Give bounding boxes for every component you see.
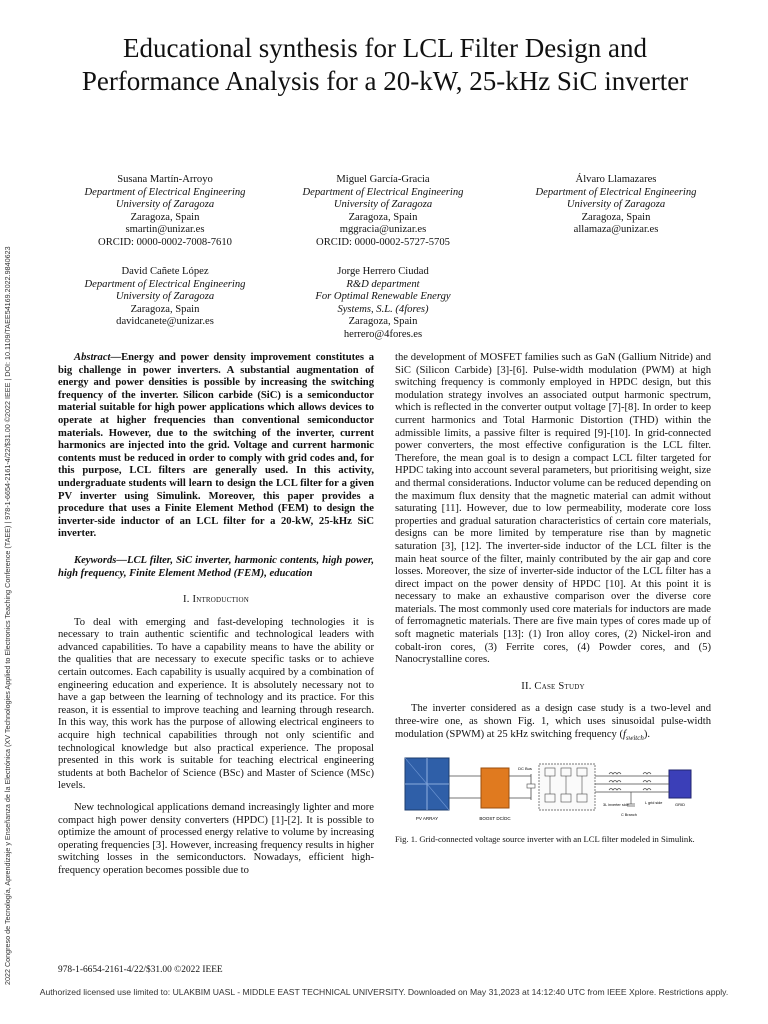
side-banner-text: 2022 Congreso de Tecnología, Aprendizaje y Enseñanza de la Electrónica (XV Technologies Applied to Electronics Teaching Conference (TAEE) | 978-1-6654-2161-4/22/$31.00 ©2022 IEEE | DOI: 10.1109/TAEE54169.2022.9840623 [3, 246, 12, 985]
l-grid-side-label: L grid side [645, 801, 663, 806]
paper-title: Educational synthesis for LCL Filter Design and Performance Analysis for a 20-kW, 25-kHz SiC inverter [81, 33, 689, 96]
intro-paragraph-1: To deal with emerging and fast-developing technologies it is necessary to train authentic scientific and technological leaders with advanced capabilities. To have a capability means to have the ability or the qualities that are necessary to execute specific tasks or to achieve certain outcomes. Each capability is usually acquired by a combination of engineering education and experience. It is absolutely necessary not to have a gap between the learning of technology and its practice. For this reason, it is essential to improve teaching and learning through research. In this way, this work has the purpose of allowing electrical engineers to acquire high technical capabilities through not only scientific and technological knowledge but also practical experience. The proposal presented in this work is suitable for teaching electrical engineering students at both Bachelor of Science (BSc) and Master of Science (MSc) levels. [58, 616, 374, 792]
dc-bus-capacitor [527, 784, 535, 788]
author-name: David Cañete López [121, 266, 209, 277]
figure-1-simulink-diagram [403, 754, 703, 826]
author-org: University of Zaragoza [115, 199, 215, 211]
grid-label: GRID [675, 802, 685, 808]
author-org: For Optimal Renewable Energy [315, 291, 451, 303]
author-city: Zaragoza, Spain [130, 211, 200, 223]
author-org: University of Zaragoza [333, 199, 433, 211]
right-column [395, 352, 711, 845]
switch-frequency-symbol: f [623, 728, 626, 740]
simulink-diagram-svg [403, 754, 703, 826]
c-branch-label: C Branch [621, 813, 637, 818]
author-name: Jorge Herrero Ciudad [337, 266, 429, 277]
author-block-2 [268, 174, 498, 250]
license-notice: Authorized licensed use limited to: ULAKBIM UASL - MIDDLE EAST TECHNICAL UNIVERSITY. Downloaded on May 31,2023 at 14:12:40 UTC from IEEE Xplore. Restrictions apply. [39, 987, 729, 997]
grid-block [669, 770, 691, 798]
author-city: Zaragoza, Spain [581, 211, 651, 223]
author-name: Miguel García-Gracia [336, 174, 430, 185]
author-dept: Department of Electrical Engineering [84, 186, 246, 198]
author-city: Zaragoza, Spain [130, 303, 200, 315]
left-column [58, 352, 374, 878]
author-orcid: ORCID: 0000-0002-7008-7610 [98, 236, 232, 248]
author-block-3 [501, 174, 731, 237]
dc-bus-label: DC Bus [518, 766, 532, 772]
author-email: smartin@unizar.es [125, 224, 205, 236]
boost-converter-block [481, 768, 509, 808]
author-block-5 [268, 266, 498, 342]
author-org-2: Systems, S.L. (4fores) [337, 303, 429, 315]
author-dept: Department of Electrical Engineering [302, 186, 464, 198]
case-study-paragraph: The inverter considered as a design case study is a two-level and three-wire one, as shown Fig. 1, which uses sinusoidal pulse-width modulation (SPWM) at 25 kHz switching frequency $(f_{switch})$. [395, 703, 711, 742]
abstract-body: —Energy and power density improvement constitutes a big challenge in power inverters. A substantial augmentation of energy and power densities is possible by increasing the switching frequency of the inverter. Silicon carbide (SiC) is a semiconductor material suitable for high power applications which allows devices to operate at higher frequencies than conventional semiconductor materials. However, due to the switching of the inverter, current harmonics are injected into the grid. Voltage and current harmonic contents must be reduced in order to comply with grid codes and, for this purpose, LCL filters are generally used. In this activity, undergraduate students will learn to design the LCL filter for a given PV inverter using Simulink. Moreover, this paper provides a procedure that uses a Finite Element Method (FEM) to design the inverter-side inductor of an LCL filter for a 20-kW, 25-kHz SiC inverter. [58, 352, 374, 540]
section-heading-case-study: II. Case Study [521, 680, 585, 692]
abstract [58, 352, 374, 541]
author-dept: R&D department [346, 278, 420, 290]
author-email: davidcanete@unizar.es [116, 316, 214, 328]
pv-array-label: PV ARRAY [415, 816, 439, 822]
inverter-side-label: 3L inverter side [603, 803, 629, 808]
inverter-bridge-block [539, 764, 595, 810]
author-name: Susana Martín-Arroyo [117, 174, 213, 185]
figure-1-caption: Fig. 1. Grid-connected voltage source inverter with an LCL filter modeled in Simulink. [395, 834, 695, 845]
copyright-line: 978-1-6654-2161-4/22/$31.00 ©2022 IEEE [58, 965, 223, 975]
author-block-4 [50, 266, 280, 329]
author-org: University of Zaragoza [115, 291, 215, 303]
intro-paragraph-2: New technological applications demand increasingly lighter and more compact high power density converters (HPDC) [1]-[2]. It is possible to optimize the amount of processed energy relative to volume by increasing operating frequencies [3]. However, increasing frequency results in higher switching losses in the semiconductors. Nowadays, efficient high-frequency operation becomes possible due to [58, 802, 374, 876]
wire-pv-boost [449, 776, 481, 798]
author-block-1 [50, 174, 280, 250]
right-paragraph-1: the development of MOSFET families such as GaN (Gallium Nitride) and SiC (Silicon Carbide) [3]-[6]. Pulse-width modulation (PWM) at high switching frequency is commonly employed in HPDC design, but this modulation strategy involves an associated output harmonic spectrum, which is reflected in the converter output voltage [7]-[8]. In order to keep current harmonics and Total Harmonic Distortion (THD) within the admissible limits, a passive filter is required [9]-[10]. In grid-connected power converters, the most effective configuration is the LCL filter. Therefore, the mean goal is to design a compact LCL filter targeted for HPDC taking into account several parameters, but prioritising weight, size and thermal considerations. Inductor volume can be reduced depending on the maximum flux density that the magnetic material can admit without saturating [11]. However, due to low permeability, moderate core loss properties and gradual saturation characteristics of certain core materials, designs can be more limited by temperature rise than by magnetic saturation [3], [12]. The inverter-side inductor of the LCL filter is the main heat source of the filter, mainly contributed by the air gap and core losses. Moreover, the size of inverter-side inductor of the LCL filter has a direct impact on the power density of HPDC [10]. At this point it is necessary to make an exhaustive comparison over the diverse core materials. The most commonly used core materials for inductors are made of ferromagnetic materials. There are five main types of cores made up of soft magnetic materials [13]: (1) Iron alloy cores, (2) Nickel-iron and cobalt-iron cores, (3) Ferrite cores, (4) Powder cores, and (5) Nanocrystalline cores. [395, 352, 711, 666]
section-heading-introduction: I. Introduction [183, 594, 249, 606]
abstract-lead: Abstract [74, 352, 111, 363]
author-dept: Department of Electrical Engineering [84, 278, 246, 290]
author-email: herrero@4fores.es [343, 328, 423, 340]
keywords: Keywords—LCL filter, SiC inverter, harmonic contents, high power, high frequency, Finite Element Method (FEM), education [58, 554, 374, 579]
author-email: allamaza@unizar.es [573, 224, 659, 236]
author-city: Zaragoza, Spain [348, 211, 418, 223]
author-name: Álvaro Llamazares [575, 174, 657, 185]
author-orcid: ORCID: 0000-0002-5727-5705 [316, 236, 450, 248]
author-dept: Department of Electrical Engineering [535, 186, 697, 198]
author-email: mggracia@unizar.es [339, 224, 427, 236]
author-org: University of Zaragoza [566, 199, 666, 211]
boost-label: BOOST DC/DC [479, 816, 511, 822]
side-banner [0, 0, 20, 1000]
author-city: Zaragoza, Spain [348, 316, 418, 328]
